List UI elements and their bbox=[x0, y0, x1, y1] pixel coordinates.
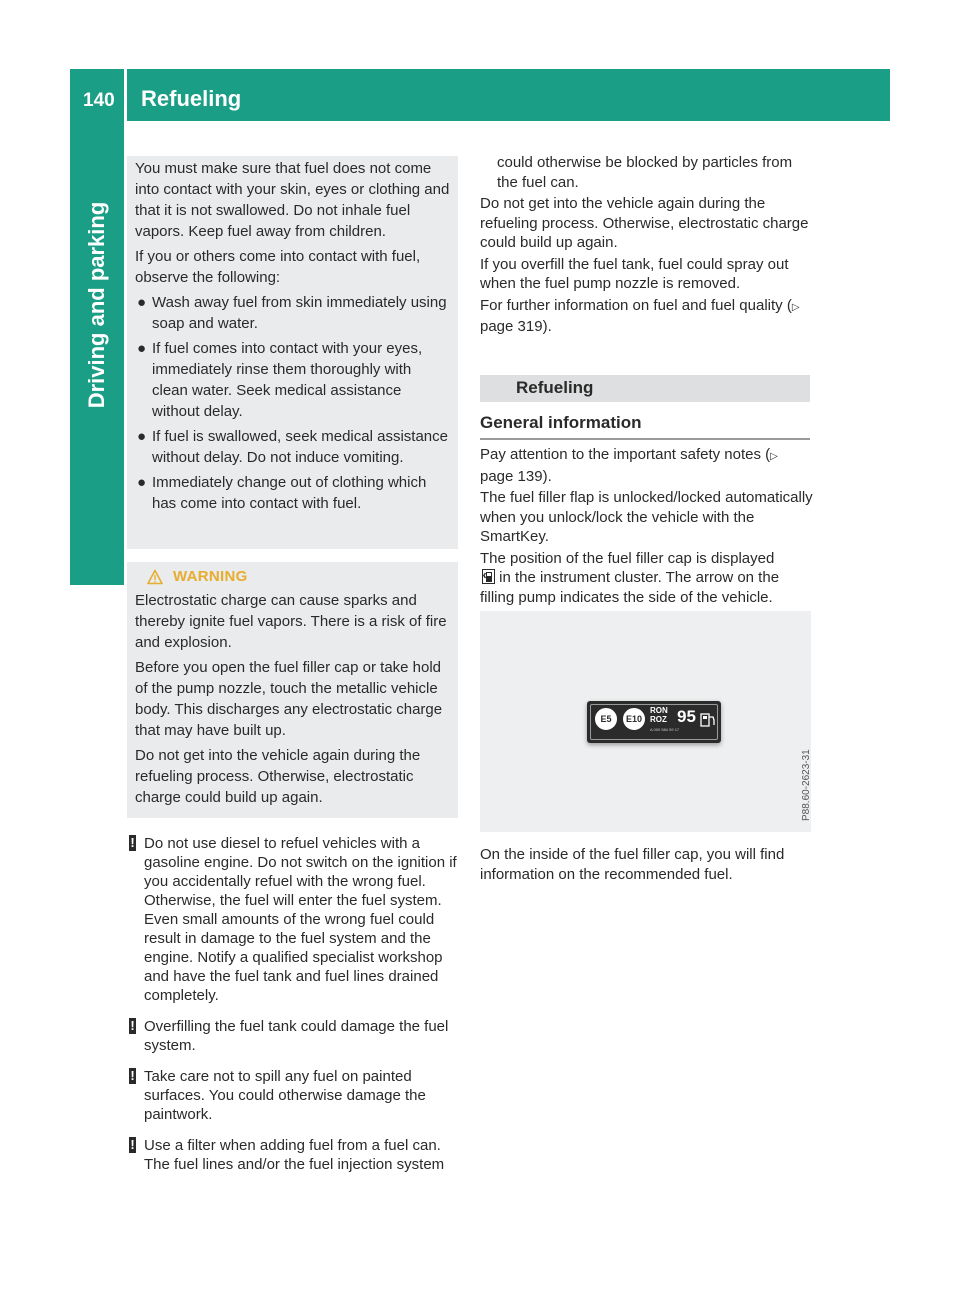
paragraph: On the inside of the fuel filler cap, you will find information on the recommended fuel. bbox=[480, 846, 785, 883]
warning-paragraph: Electrostatic charge can cause sparks and thereby ignite fuel vapors. There is a risk of fire and explosion. bbox=[135, 592, 447, 651]
octane-rating: 95 bbox=[677, 707, 696, 726]
paragraph: Do not get into the vehicle again during the refueling process. Otherwise, electrostatic charge could build up again. bbox=[480, 195, 809, 251]
notice-exclamation-icon: ! bbox=[130, 1068, 135, 1083]
bullet-dot: ● bbox=[137, 428, 147, 445]
e10-badge: E10 bbox=[621, 706, 647, 732]
ron-text: RON bbox=[650, 706, 668, 715]
after-figure-text bbox=[480, 845, 814, 886]
ron-roz-label bbox=[650, 706, 668, 724]
paragraph-text: in the instrument cluster. The arrow on the filling pump indicates the side of the vehicle. bbox=[480, 569, 780, 606]
warning-triangle-icon bbox=[147, 569, 163, 585]
notice-list bbox=[127, 834, 460, 1186]
page-number: 140 bbox=[83, 90, 115, 111]
page-reference-link[interactable]: page 139 bbox=[480, 467, 543, 485]
safety-box bbox=[127, 156, 458, 549]
paragraph bbox=[480, 549, 814, 608]
notice-text: Take care not to spill any fuel on painted surfaces. You could otherwise damage the paintwork. bbox=[144, 1068, 426, 1123]
page-ref-arrow-icon: ▷ bbox=[791, 301, 800, 313]
subsection-rule bbox=[480, 438, 810, 440]
fuel-label-figure bbox=[480, 611, 811, 832]
bullet-text: If fuel is swallowed, seek medical assistance without delay. Do not induce vomiting. bbox=[152, 428, 448, 466]
warning-heading bbox=[147, 566, 450, 587]
header-divider bbox=[124, 69, 127, 121]
notice-item bbox=[127, 1136, 460, 1174]
warning-label: WARNING bbox=[173, 568, 248, 585]
safety-paragraph: You must make sure that fuel does not come into contact with your skin, eyes or clothing and that it is not swallowed. Do not inhale fuel vapors. Keep fuel away from children. bbox=[135, 160, 450, 240]
page-ref-arrow-icon: ▷ bbox=[770, 451, 778, 462]
notice-text: Overfilling the fuel tank could damage the fuel system. bbox=[144, 1018, 449, 1054]
page-reference-link[interactable]: page 319 bbox=[480, 318, 543, 335]
e5-badge: E5 bbox=[593, 706, 619, 732]
notice-item bbox=[127, 834, 460, 1005]
warning-paragraph: Before you open the fuel filler cap or take hold of the pump nozzle, touch the metallic vehicle body. This discharges any electrostatic charge that may have built up. bbox=[135, 659, 443, 739]
bullet-item bbox=[135, 292, 450, 334]
fuel-nozzle-icon bbox=[700, 713, 716, 727]
side-tab-label: Driving and parking bbox=[84, 201, 109, 409]
bullet-dot: ● bbox=[137, 294, 147, 311]
subsection-title: General information bbox=[480, 413, 642, 432]
notice-exclamation-icon: ! bbox=[130, 835, 135, 850]
general-info-text bbox=[480, 445, 814, 609]
chapter-title: Refueling bbox=[141, 86, 242, 111]
bullet-text: If fuel comes into contact with your eyes, immediately rinse them thoroughly with clean water. Seek medical assistance without delay. bbox=[152, 340, 423, 420]
figure-code: P88.60-2623-31 bbox=[801, 749, 812, 821]
side-tab-marker bbox=[70, 534, 124, 585]
bullet-dot: ● bbox=[137, 340, 147, 357]
fuel-filler-label bbox=[587, 701, 721, 743]
notice-exclamation-icon: ! bbox=[130, 1137, 135, 1152]
bullet-item bbox=[135, 426, 450, 468]
paragraph: If you overfill the fuel tank, fuel could spray out when the fuel pump nozzle is removed. bbox=[480, 255, 789, 292]
bullet-text: Wash away fuel from skin immediately using soap and water. bbox=[152, 294, 447, 332]
paragraph-text: Pay attention to the important safety notes ( bbox=[480, 446, 771, 463]
paragraph bbox=[480, 445, 814, 486]
right-top-text bbox=[480, 153, 812, 339]
warning-paragraph: Do not get into the vehicle again during the refueling process. Otherwise, electrostatic charge could build up again. bbox=[135, 747, 421, 806]
warning-box bbox=[127, 562, 458, 818]
notice-text: Do not use diesel to refuel vehicles with a gasoline engine. Do not switch on the ignition if you accidentally refuel with the wrong fuel. Otherwise, the fuel will enter the fuel system. Even small amounts of the wrong fuel could result in damage to the fuel system and the engine. Notify a qualified specialist workshop and have the fuel tank and fuel lines drained completely. bbox=[144, 835, 457, 1004]
continued-bullet-text: could otherwise be blocked by particles from the fuel can. bbox=[497, 154, 793, 191]
paragraph-text: For further information on fuel and fuel quality ( bbox=[480, 296, 792, 314]
bullet-item bbox=[135, 338, 450, 422]
bullet-item bbox=[135, 472, 450, 514]
notice-text: Use a filter when adding fuel from a fuel can. The fuel lines and/or the fuel injection system bbox=[144, 1137, 445, 1173]
notice-exclamation-icon: ! bbox=[130, 1018, 135, 1033]
paragraph-text: ). bbox=[542, 318, 552, 335]
paragraph bbox=[480, 296, 812, 337]
safety-paragraph: If you or others come into contact with fuel, observe the following: bbox=[135, 248, 421, 286]
paragraph-text: ). bbox=[542, 467, 552, 485]
label-part-number: A 000 584 59 17 bbox=[650, 727, 680, 732]
fuel-pump-icon bbox=[482, 569, 495, 584]
notice-item bbox=[127, 1017, 460, 1055]
roz-text: ROZ bbox=[650, 715, 667, 724]
section-title: Refueling bbox=[516, 378, 594, 397]
paragraph-text: The position of the fuel filler cap is displayed bbox=[480, 549, 775, 567]
paragraph: The fuel filler flap is unlocked/locked automatically when you unlock/lock the vehicle with the SmartKey. bbox=[480, 489, 813, 545]
bullet-dot: ● bbox=[137, 474, 147, 491]
bullet-text: Immediately change out of clothing which has come into contact with fuel. bbox=[152, 474, 427, 512]
notice-item bbox=[127, 1067, 460, 1124]
